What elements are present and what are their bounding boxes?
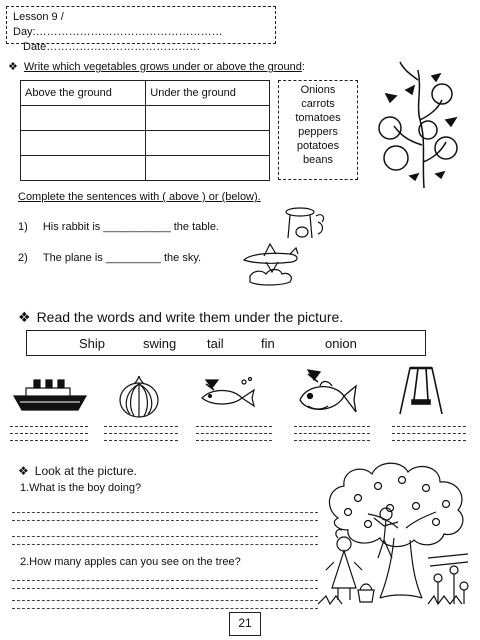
tomato-plant-icon xyxy=(376,50,466,190)
fish-tail-icon xyxy=(198,376,258,412)
answer-line-tail[interactable] xyxy=(196,433,272,434)
question-2: 2.How many apples can you see on the tree? xyxy=(20,556,241,568)
veg-word: peppers xyxy=(298,126,338,138)
answer-line-ship[interactable] xyxy=(10,433,88,434)
answer-line-swing[interactable] xyxy=(392,433,466,434)
answer-line-q2[interactable] xyxy=(12,580,318,581)
onion-icon xyxy=(116,372,162,420)
answer-line-q1[interactable] xyxy=(12,520,318,521)
veg-word: tomatoes xyxy=(295,112,341,124)
apple-tree-children-icon xyxy=(318,458,476,608)
word-swing: swing xyxy=(143,336,177,351)
veg-word: potatoes xyxy=(296,140,340,152)
header-under-ground: Under the ground xyxy=(146,81,270,106)
answer-line-q2[interactable] xyxy=(12,608,318,609)
header-above-ground: Above the ground xyxy=(21,81,146,106)
answer-cell[interactable] xyxy=(146,131,270,156)
word-onion: onion xyxy=(325,336,357,351)
word-fin: fin xyxy=(261,336,275,351)
diamond-bullet-icon: ❖ xyxy=(8,61,18,73)
question-1: 1.What is the boy doing? xyxy=(20,482,142,494)
answer-line-tail[interactable] xyxy=(196,440,272,441)
answer-line-q2[interactable] xyxy=(12,600,318,601)
veg-word: Onions xyxy=(300,84,336,96)
date-line: Date…………………………………… xyxy=(23,41,201,53)
page-number: 21 xyxy=(229,612,261,636)
lesson-day-line: Lesson 9 / Day:…………………………………………… xyxy=(13,11,223,38)
section2-instruction: Complete the sentences with ( above ) or (below). xyxy=(18,191,261,203)
answer-cell[interactable] xyxy=(21,131,146,156)
ship-icon xyxy=(12,378,88,414)
diamond-bullet-icon: ❖ xyxy=(18,309,31,325)
word-ship: Ship xyxy=(79,336,106,351)
vegetable-table xyxy=(20,80,270,181)
word-tail: tail xyxy=(207,336,224,351)
section3-instruction: ❖ Read the words and write them under the picture. xyxy=(18,309,344,325)
answer-line-swing[interactable] xyxy=(392,440,466,441)
answer-line-tail[interactable] xyxy=(196,426,272,427)
plane-icon xyxy=(240,240,310,290)
sentence-2: 2) The plane is _________ the sky. xyxy=(18,252,202,264)
diamond-bullet-icon: ❖ xyxy=(18,464,29,478)
answer-line-q1[interactable] xyxy=(12,544,318,545)
lesson-date-box xyxy=(6,6,276,53)
section4-instruction: ❖ Look at the picture. xyxy=(18,464,137,478)
vegetable-word-list xyxy=(278,80,358,180)
answer-line-onion[interactable] xyxy=(104,426,178,427)
veg-word: carrots xyxy=(301,98,335,110)
answer-line-q2[interactable] xyxy=(12,588,318,589)
sentence-1: 1) His rabbit is ___________ the table. xyxy=(18,221,219,233)
answer-line-onion[interactable] xyxy=(104,440,178,441)
answer-line-q1[interactable] xyxy=(12,512,318,513)
answer-cell[interactable] xyxy=(21,156,146,181)
blank-1[interactable]: ___________ xyxy=(103,221,171,233)
answer-line-fin[interactable] xyxy=(294,433,370,434)
answer-line-swing[interactable] xyxy=(392,426,466,427)
blank-2[interactable]: _________ xyxy=(105,252,161,264)
answer-cell[interactable] xyxy=(21,106,146,131)
answer-line-onion[interactable] xyxy=(104,433,178,434)
answer-line-fin[interactable] xyxy=(294,426,370,427)
answer-line-ship[interactable] xyxy=(10,440,88,441)
answer-line-fin[interactable] xyxy=(294,440,370,441)
answer-line-ship[interactable] xyxy=(10,426,88,427)
answer-cell[interactable] xyxy=(146,106,270,131)
veg-word: beans xyxy=(303,154,333,166)
answer-line-q1[interactable] xyxy=(12,536,318,537)
fish-fin-icon xyxy=(294,370,358,420)
word-bank-box xyxy=(26,330,426,356)
swing-icon xyxy=(398,366,444,416)
answer-cell[interactable] xyxy=(146,156,270,181)
section1-instruction: ❖ Write which vegetables grows under or above the ground: xyxy=(8,61,305,73)
rabbit-table-icon xyxy=(282,206,328,242)
